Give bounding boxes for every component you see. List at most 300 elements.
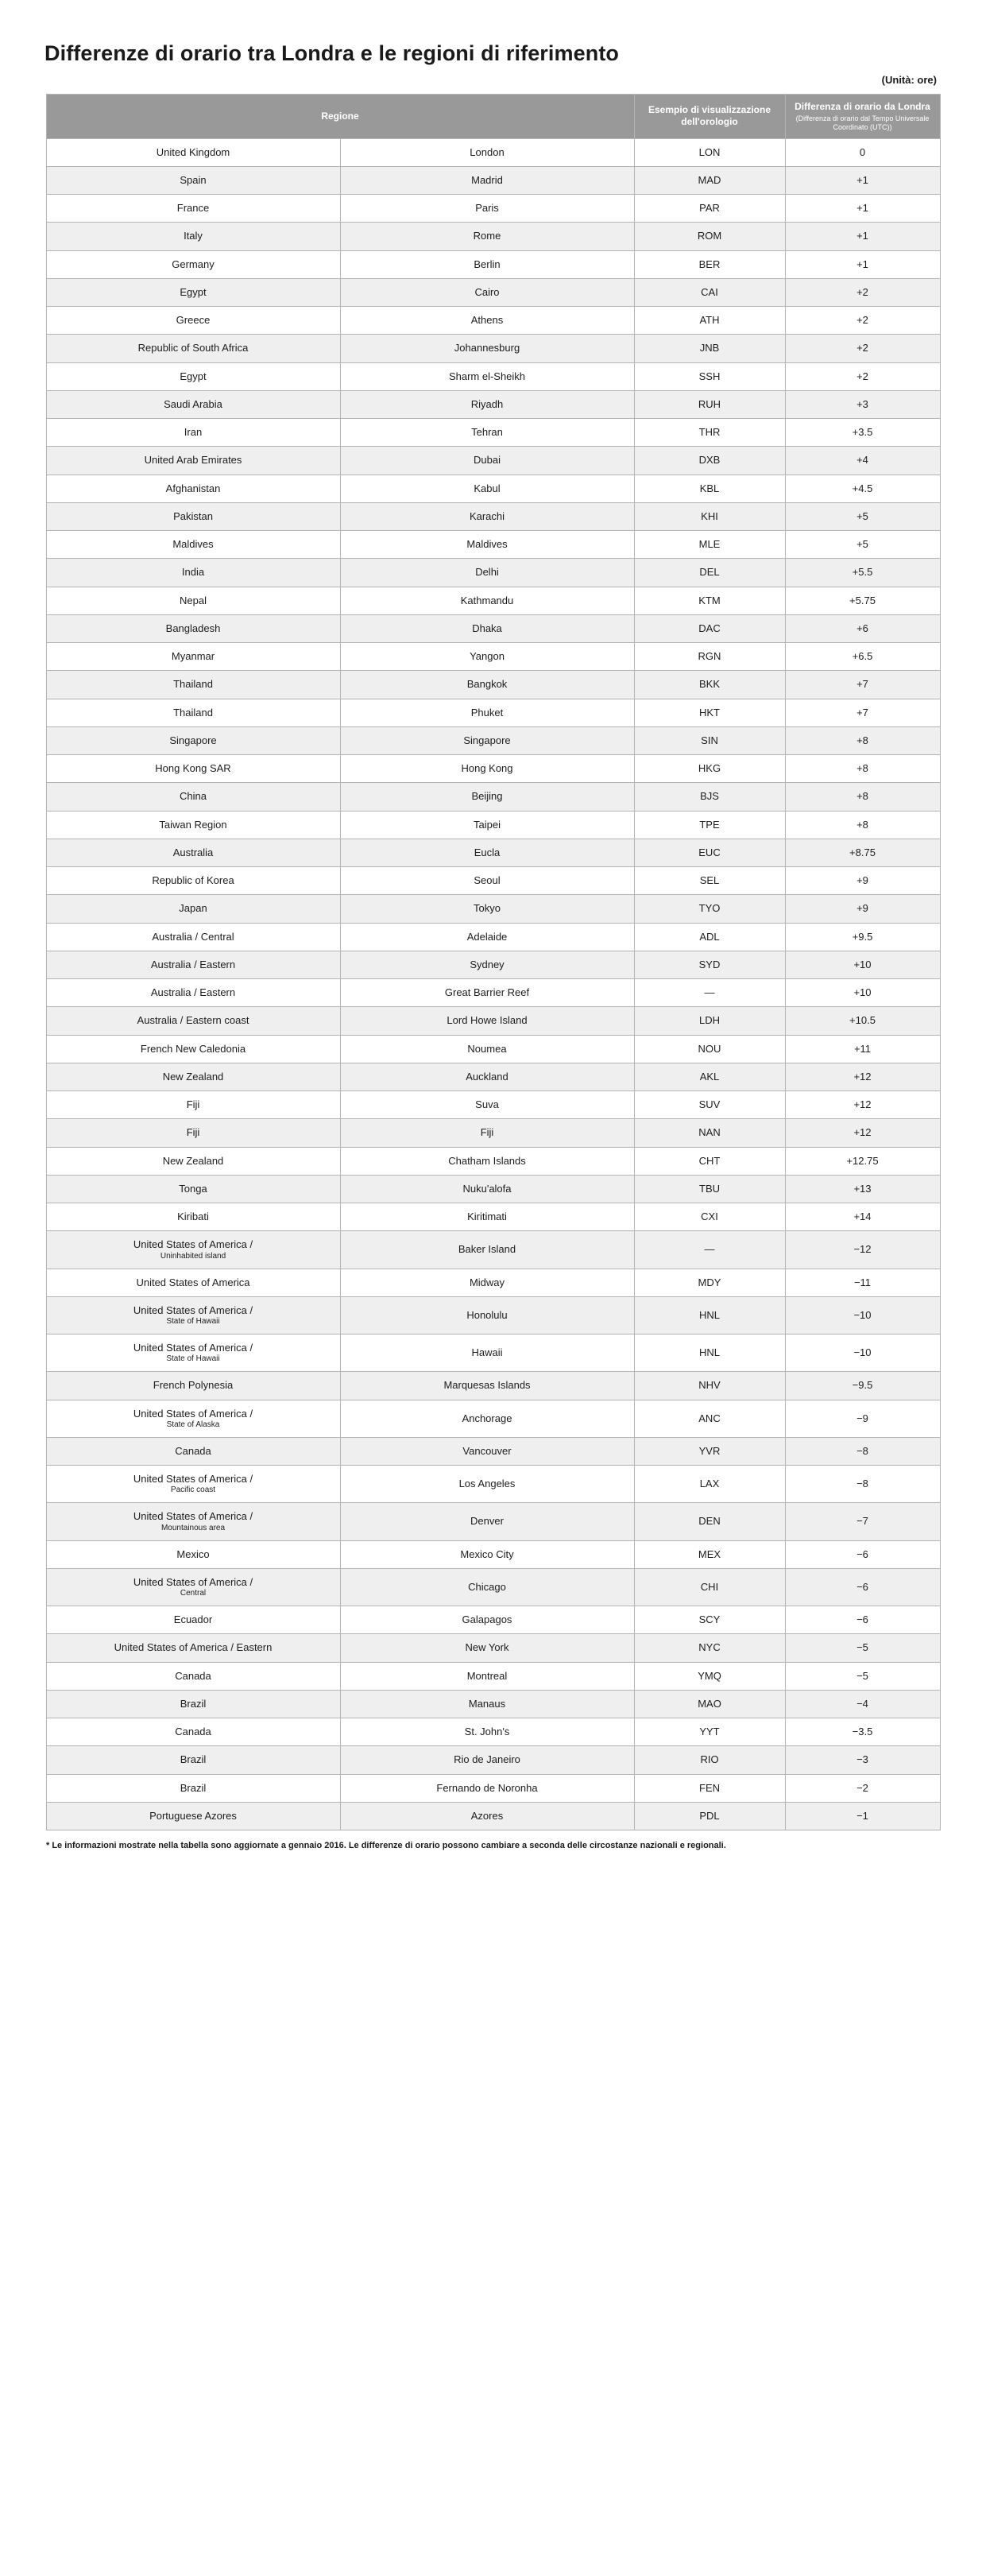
cell-region: Taiwan Region xyxy=(46,811,340,839)
cell-city: Athens xyxy=(340,307,634,335)
cell-difference: −8 xyxy=(785,1466,940,1503)
cell-code: JNB xyxy=(634,335,785,362)
cell-region: Portuguese Azores xyxy=(46,1802,340,1830)
column-header-difference-sub: (Differenza di orario dal Tempo Universale Coordinato (UTC)) xyxy=(795,114,930,131)
cell-code: — xyxy=(634,979,785,1007)
cell-code: SEL xyxy=(634,867,785,895)
cell-code: TYO xyxy=(634,895,785,923)
cell-region: Singapore xyxy=(46,726,340,754)
cell-region: United Arab Emirates xyxy=(46,447,340,475)
cell-code: SCY xyxy=(634,1606,785,1634)
cell-city: Noumea xyxy=(340,1035,634,1063)
cell-difference: +8 xyxy=(785,811,940,839)
cell-city: Fernando de Noronha xyxy=(340,1774,634,1802)
cell-code: KHI xyxy=(634,502,785,530)
table-row xyxy=(46,502,940,530)
table-row xyxy=(46,839,940,866)
cell-region: Australia / Eastern xyxy=(46,979,340,1007)
cell-code: BKK xyxy=(634,671,785,699)
cell-difference: +12.75 xyxy=(785,1147,940,1175)
cell-city: Dubai xyxy=(340,447,634,475)
cell-city: Singapore xyxy=(340,726,634,754)
cell-code: SYD xyxy=(634,951,785,978)
cell-code: CHI xyxy=(634,1568,785,1606)
cell-region: Saudi Arabia xyxy=(46,390,340,418)
cell-region: Egypt xyxy=(46,362,340,390)
cell-difference: +1 xyxy=(785,166,940,194)
cell-city: Hawaii xyxy=(340,1334,634,1372)
cell-code: DXB xyxy=(634,447,785,475)
cell-region: Spain xyxy=(46,166,340,194)
table-row xyxy=(46,1746,940,1774)
cell-difference: +3 xyxy=(785,390,940,418)
cell-city: Kathmandu xyxy=(340,587,634,614)
table-row xyxy=(46,1063,940,1090)
table-row xyxy=(46,1540,940,1568)
cell-region: Fiji xyxy=(46,1119,340,1147)
cell-city: St. John's xyxy=(340,1718,634,1746)
cell-difference: +4.5 xyxy=(785,475,940,502)
column-header-difference xyxy=(785,95,940,139)
cell-region: Republic of South Africa xyxy=(46,335,340,362)
cell-region: Australia / Eastern coast xyxy=(46,1007,340,1035)
cell-region: Egypt xyxy=(46,278,340,306)
cell-region-sub: Uninhabited island xyxy=(160,1251,226,1261)
cell-code: HNL xyxy=(634,1334,785,1372)
table-row xyxy=(46,979,940,1007)
cell-region: New Zealand xyxy=(46,1147,340,1175)
column-header-region: Regione xyxy=(46,95,634,139)
cell-difference: −1 xyxy=(785,1802,940,1830)
table-row xyxy=(46,390,940,418)
cell-city: Taipei xyxy=(340,811,634,839)
cell-code: SIN xyxy=(634,726,785,754)
page-title: Differenze di orario tra Londra e le regioni di riferimento xyxy=(44,41,620,65)
cell-difference: +12 xyxy=(785,1119,940,1147)
cell-city: Riyadh xyxy=(340,390,634,418)
cell-region: Republic of Korea xyxy=(46,867,340,895)
cell-city: Fiji xyxy=(340,1119,634,1147)
cell-difference: +14 xyxy=(785,1203,940,1231)
cell-city: Kiritimati xyxy=(340,1203,634,1231)
cell-code: RUH xyxy=(634,390,785,418)
cell-code: KTM xyxy=(634,587,785,614)
table-body xyxy=(46,138,940,1830)
cell-city: Phuket xyxy=(340,699,634,726)
table-row xyxy=(46,614,940,642)
cell-region: Canada xyxy=(46,1662,340,1690)
cell-city: Adelaide xyxy=(340,923,634,951)
table-row xyxy=(46,1437,940,1465)
cell-difference: +1 xyxy=(785,250,940,278)
cell-region: Myanmar xyxy=(46,643,340,671)
table-row xyxy=(46,726,940,754)
cell-difference: +8 xyxy=(785,726,940,754)
table-row xyxy=(46,895,940,923)
cell-code: NAN xyxy=(634,1119,785,1147)
cell-difference: +9 xyxy=(785,867,940,895)
cell-difference: 0 xyxy=(785,138,940,166)
table-row xyxy=(46,531,940,559)
table-header-row xyxy=(46,95,940,139)
cell-region xyxy=(46,1296,340,1334)
table-row xyxy=(46,166,940,194)
cell-city: Montreal xyxy=(340,1662,634,1690)
cell-code: EUC xyxy=(634,839,785,866)
cell-difference: −9.5 xyxy=(785,1372,940,1400)
cell-code: BJS xyxy=(634,783,785,811)
cell-difference: −11 xyxy=(785,1269,940,1296)
table-header xyxy=(46,95,940,139)
cell-region: United States of America xyxy=(46,1269,340,1296)
cell-code: SSH xyxy=(634,362,785,390)
table-row xyxy=(46,1035,940,1063)
cell-code: NYC xyxy=(634,1634,785,1662)
cell-region: New Zealand xyxy=(46,1063,340,1090)
cell-code: AKL xyxy=(634,1063,785,1090)
cell-code: HNL xyxy=(634,1296,785,1334)
cell-code: ROM xyxy=(634,223,785,250)
table-row xyxy=(46,1007,940,1035)
cell-region: China xyxy=(46,783,340,811)
cell-difference: +2 xyxy=(785,307,940,335)
cell-region: French New Caledonia xyxy=(46,1035,340,1063)
cell-region-sub: Mountainous area xyxy=(160,1523,226,1532)
table-row xyxy=(46,335,940,362)
cell-difference: −10 xyxy=(785,1334,940,1372)
table-row xyxy=(46,195,940,223)
cell-city: Los Angeles xyxy=(340,1466,634,1503)
cell-code: — xyxy=(634,1231,785,1269)
cell-difference: +6.5 xyxy=(785,643,940,671)
table-row xyxy=(46,923,940,951)
cell-code: MAO xyxy=(634,1690,785,1718)
cell-code: MEX xyxy=(634,1540,785,1568)
cell-region: Japan xyxy=(46,895,340,923)
cell-difference: +1 xyxy=(785,195,940,223)
cell-code: YYT xyxy=(634,1718,785,1746)
cell-difference: +8.75 xyxy=(785,839,940,866)
cell-city: Sharm el-Sheikh xyxy=(340,362,634,390)
cell-region: Australia / Eastern xyxy=(46,951,340,978)
cell-region xyxy=(46,1568,340,1606)
cell-city: Cairo xyxy=(340,278,634,306)
cell-region-main: United States of America / xyxy=(133,1238,253,1251)
cell-code: NOU xyxy=(634,1035,785,1063)
cell-region: Iran xyxy=(46,419,340,447)
cell-city: New York xyxy=(340,1634,634,1662)
cell-difference: +5.5 xyxy=(785,559,940,587)
cell-difference: −3.5 xyxy=(785,1718,940,1746)
table-row xyxy=(46,867,940,895)
cell-difference: +6 xyxy=(785,614,940,642)
cell-difference: +11 xyxy=(785,1035,940,1063)
cell-city: London xyxy=(340,138,634,166)
cell-region-sub: Pacific coast xyxy=(170,1486,216,1495)
cell-region: Canada xyxy=(46,1718,340,1746)
cell-city: Anchorage xyxy=(340,1400,634,1437)
cell-city: Johannesburg xyxy=(340,335,634,362)
cell-difference: −6 xyxy=(785,1606,940,1634)
cell-difference: +1 xyxy=(785,223,940,250)
cell-code: ANC xyxy=(634,1400,785,1437)
table-row xyxy=(46,559,940,587)
cell-city: Sydney xyxy=(340,951,634,978)
cell-difference: +9 xyxy=(785,895,940,923)
cell-difference: +5.75 xyxy=(785,587,940,614)
cell-city: Midway xyxy=(340,1269,634,1296)
cell-city: Kabul xyxy=(340,475,634,502)
cell-difference: +7 xyxy=(785,699,940,726)
cell-city: Karachi xyxy=(340,502,634,530)
cell-code: MLE xyxy=(634,531,785,559)
table-row xyxy=(46,362,940,390)
cell-difference: +12 xyxy=(785,1063,940,1090)
cell-region: Mexico xyxy=(46,1540,340,1568)
cell-region: Brazil xyxy=(46,1774,340,1802)
cell-city: Beijing xyxy=(340,783,634,811)
cell-code: TBU xyxy=(634,1175,785,1203)
cell-region xyxy=(46,1334,340,1372)
cell-region-main: United States of America / xyxy=(133,1303,253,1316)
cell-city: Chatham Islands xyxy=(340,1147,634,1175)
table-row xyxy=(46,307,940,335)
cell-code: DEL xyxy=(634,559,785,587)
cell-difference: −5 xyxy=(785,1634,940,1662)
table-row xyxy=(46,1606,940,1634)
cell-code: TPE xyxy=(634,811,785,839)
cell-city: Lord Howe Island xyxy=(340,1007,634,1035)
cell-code: LDH xyxy=(634,1007,785,1035)
cell-difference: +9.5 xyxy=(785,923,940,951)
cell-city: Mexico City xyxy=(340,1540,634,1568)
document-page xyxy=(0,41,986,2576)
cell-city: Auckland xyxy=(340,1063,634,1090)
cell-city: Marquesas Islands xyxy=(340,1372,634,1400)
table-row xyxy=(46,475,940,502)
table-row xyxy=(46,419,940,447)
cell-city: Suva xyxy=(340,1091,634,1119)
cell-code: YMQ xyxy=(634,1662,785,1690)
cell-code: KBL xyxy=(634,475,785,502)
cell-region: Canada xyxy=(46,1437,340,1465)
cell-city: Chicago xyxy=(340,1568,634,1606)
cell-region: United States of America / Eastern xyxy=(46,1634,340,1662)
cell-code: SUV xyxy=(634,1091,785,1119)
cell-region: Brazil xyxy=(46,1746,340,1774)
cell-region: Bangladesh xyxy=(46,614,340,642)
cell-difference: +7 xyxy=(785,671,940,699)
cell-region: Fiji xyxy=(46,1091,340,1119)
table-row xyxy=(46,138,940,166)
table-row xyxy=(46,587,940,614)
table-row xyxy=(46,250,940,278)
cell-difference: −2 xyxy=(785,1774,940,1802)
cell-code: HKT xyxy=(634,699,785,726)
cell-city: Madrid xyxy=(340,166,634,194)
column-header-city-code: Esempio di visualizzazione dell'orologio xyxy=(634,95,785,139)
table-row xyxy=(46,447,940,475)
table-row xyxy=(46,643,940,671)
table-row xyxy=(46,1568,940,1606)
cell-code: RGN xyxy=(634,643,785,671)
table-row xyxy=(46,1690,940,1718)
cell-code: CAI xyxy=(634,278,785,306)
table-row xyxy=(46,1203,940,1231)
cell-region: Maldives xyxy=(46,531,340,559)
cell-city: Nuku'alofa xyxy=(340,1175,634,1203)
cell-region-main: United States of America / xyxy=(133,1342,253,1354)
cell-city: Vancouver xyxy=(340,1437,634,1465)
cell-code: PDL xyxy=(634,1802,785,1830)
cell-city: Paris xyxy=(340,195,634,223)
table-row xyxy=(46,671,940,699)
table-row xyxy=(46,1503,940,1540)
cell-region: Afghanistan xyxy=(46,475,340,502)
table-row xyxy=(46,1774,940,1802)
cell-city: Rio de Janeiro xyxy=(340,1746,634,1774)
table-row xyxy=(46,1634,940,1662)
cell-region-sub: State of Hawaii xyxy=(166,1317,220,1327)
cell-city: Hong Kong xyxy=(340,755,634,783)
table-row xyxy=(46,1718,940,1746)
cell-difference: +10.5 xyxy=(785,1007,940,1035)
cell-region: Australia xyxy=(46,839,340,866)
cell-region-sub: State of Alaska xyxy=(166,1420,220,1429)
cell-difference: +3.5 xyxy=(785,419,940,447)
cell-city: Honolulu xyxy=(340,1296,634,1334)
cell-region: Pakistan xyxy=(46,502,340,530)
cell-city: Tokyo xyxy=(340,895,634,923)
table-row xyxy=(46,1372,940,1400)
cell-city: Yangon xyxy=(340,643,634,671)
cell-code: LON xyxy=(634,138,785,166)
cell-region xyxy=(46,1231,340,1269)
cell-city: Seoul xyxy=(340,867,634,895)
cell-city: Eucla xyxy=(340,839,634,866)
cell-region: Brazil xyxy=(46,1690,340,1718)
cell-difference: −4 xyxy=(785,1690,940,1718)
cell-region xyxy=(46,1466,340,1503)
cell-region: Thailand xyxy=(46,699,340,726)
cell-region: Australia / Central xyxy=(46,923,340,951)
table-row xyxy=(46,1334,940,1372)
cell-code: YVR xyxy=(634,1437,785,1465)
cell-city: Azores xyxy=(340,1802,634,1830)
cell-city: Denver xyxy=(340,1503,634,1540)
cell-difference: +4 xyxy=(785,447,940,475)
cell-difference: +2 xyxy=(785,278,940,306)
cell-code: PAR xyxy=(634,195,785,223)
table-row xyxy=(46,699,940,726)
cell-region-sub: Central xyxy=(180,1589,207,1598)
column-header-difference-main: Differenza di orario da Londra xyxy=(795,101,930,112)
cell-difference: −6 xyxy=(785,1540,940,1568)
cell-region: Greece xyxy=(46,307,340,335)
cell-difference: −10 xyxy=(785,1296,940,1334)
footnote: * Le informazioni mostrate nella tabella sono aggiornate a gennaio 2016. Le differenze di orario possono cambiare a seconda delle circostanze nazionali e regionali. xyxy=(46,1841,726,1851)
cell-region: French Polynesia xyxy=(46,1372,340,1400)
cell-region-main: United States of America / xyxy=(133,1473,253,1486)
cell-difference: −5 xyxy=(785,1662,940,1690)
cell-difference: +10 xyxy=(785,951,940,978)
cell-city: Great Barrier Reef xyxy=(340,979,634,1007)
cell-code: DAC xyxy=(634,614,785,642)
cell-code: MDY xyxy=(634,1269,785,1296)
cell-region: United Kingdom xyxy=(46,138,340,166)
table-row xyxy=(46,1662,940,1690)
cell-city: Delhi xyxy=(340,559,634,587)
cell-region: India xyxy=(46,559,340,587)
table-row xyxy=(46,783,940,811)
table-row xyxy=(46,1147,940,1175)
cell-code: MAD xyxy=(634,166,785,194)
cell-difference: +2 xyxy=(785,362,940,390)
table-row xyxy=(46,278,940,306)
cell-difference: +5 xyxy=(785,502,940,530)
cell-code: CXI xyxy=(634,1203,785,1231)
table-row xyxy=(46,1296,940,1334)
cell-city: Rome xyxy=(340,223,634,250)
cell-code: LAX xyxy=(634,1466,785,1503)
table-row xyxy=(46,1400,940,1437)
cell-difference: +12 xyxy=(785,1091,940,1119)
table-row xyxy=(46,1175,940,1203)
cell-city: Bangkok xyxy=(340,671,634,699)
cell-region: Tonga xyxy=(46,1175,340,1203)
table-row xyxy=(46,1269,940,1296)
cell-code: CHT xyxy=(634,1147,785,1175)
cell-difference: −3 xyxy=(785,1746,940,1774)
cell-city: Berlin xyxy=(340,250,634,278)
cell-difference: −7 xyxy=(785,1503,940,1540)
cell-city: Tehran xyxy=(340,419,634,447)
cell-difference: +5 xyxy=(785,531,940,559)
cell-region: Ecuador xyxy=(46,1606,340,1634)
cell-difference: +2 xyxy=(785,335,940,362)
cell-difference: +10 xyxy=(785,979,940,1007)
cell-difference: −9 xyxy=(785,1400,940,1437)
cell-region-main: United States of America / xyxy=(133,1575,253,1588)
cell-region: Nepal xyxy=(46,587,340,614)
cell-code: HKG xyxy=(634,755,785,783)
cell-city: Manaus xyxy=(340,1690,634,1718)
cell-region: Hong Kong SAR xyxy=(46,755,340,783)
cell-difference: +8 xyxy=(785,783,940,811)
cell-code: ATH xyxy=(634,307,785,335)
cell-city: Maldives xyxy=(340,531,634,559)
cell-city: Galapagos xyxy=(340,1606,634,1634)
cell-code: FEN xyxy=(634,1774,785,1802)
table-row xyxy=(46,951,940,978)
cell-region: Italy xyxy=(46,223,340,250)
cell-code: BER xyxy=(634,250,785,278)
unit-note: (Unità: ore) xyxy=(881,74,937,86)
cell-region-sub: State of Hawaii xyxy=(166,1354,220,1364)
cell-difference: −12 xyxy=(785,1231,940,1269)
cell-difference: +13 xyxy=(785,1175,940,1203)
cell-region xyxy=(46,1503,340,1540)
cell-code: THR xyxy=(634,419,785,447)
table-row xyxy=(46,1231,940,1269)
cell-region: Kiribati xyxy=(46,1203,340,1231)
cell-region: France xyxy=(46,195,340,223)
cell-code: DEN xyxy=(634,1503,785,1540)
cell-city: Baker Island xyxy=(340,1231,634,1269)
table-row xyxy=(46,1119,940,1147)
cell-code: NHV xyxy=(634,1372,785,1400)
timezone-table xyxy=(46,94,941,1830)
